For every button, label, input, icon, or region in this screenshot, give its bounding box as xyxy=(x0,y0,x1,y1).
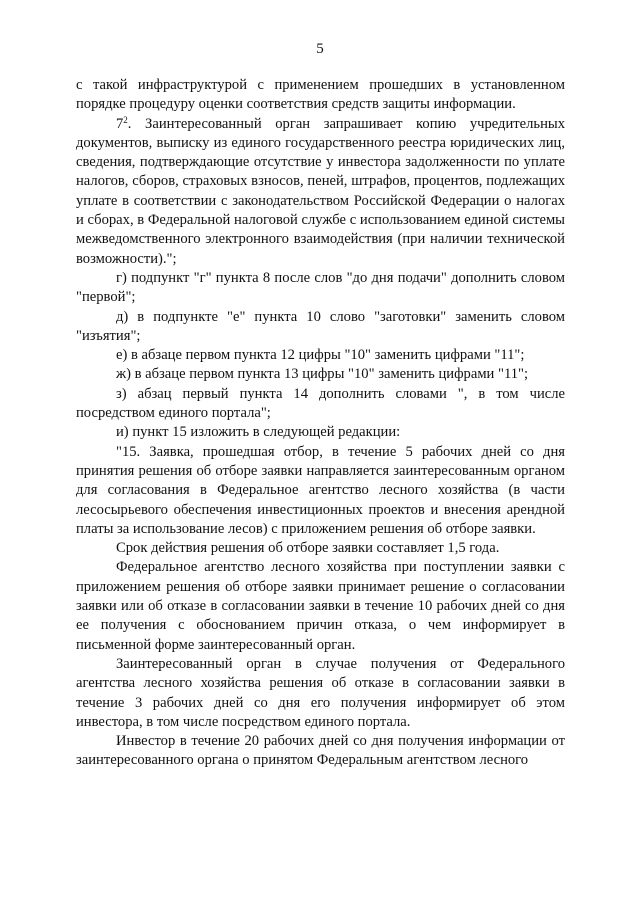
paragraph: "15. Заявка, прошедшая отбор, в течение 5 рабочих дней со дня принятия решения об отборе заявки направляется заинтересованным органом для согласования в Федеральное агентство лесного хозяйства (в части лесосырьевого обеспечения инвестиционных проектов и внесения арендной платы за использование лесов) с приложением решения об отборе заявки. xyxy=(76,443,565,537)
paragraph: д) в подпункте "е" пункта 10 слово "заготовки" заменить словом "изъятия"; xyxy=(76,308,565,344)
paragraph: Срок действия решения об отборе заявки составляет 1,5 года. xyxy=(116,540,500,557)
paragraph: с такой инфраструктурой с применением прошедших в установленном порядке процедуру оценки соответствия средств защиты информации. xyxy=(76,77,565,113)
paragraph: г) подпункт "г" пункта 8 после слов "до дня подачи" дополнить словом "первой"; xyxy=(76,269,565,306)
document-body xyxy=(76,76,565,771)
paragraph-text: . Заинтересованный орган запрашивает копию учредительных документов, выписку из единого государственного реестра юридических лиц, сведения, подтверждающие отсутствие у инвестора задолженности по уплате налогов, сборов, страховых взносов, пеней, штрафов, процентов, подлежащих уплате в соответствии с законодательством Российской Федерации о налогах и сборах, в Федеральной налоговой службе с использованием единой системы межведомственного электронного взаимодействия (при наличии технической возможности)."; xyxy=(76,115,565,267)
paragraph: ж) в абзаце первом пункта 13 цифры "10" заменить цифрами "11"; xyxy=(116,366,529,383)
paragraph: Федеральное агентство лесного хозяйства при поступлении заявки с приложением решения об отборе заявки принимает решение о согласовании заявки или об отказе в согласовании заявки в течение 10 рабочих дней со дня ее получения с обоснованием причин отказа, о чем информирует в письменной форме заинтересованный орган. xyxy=(76,559,565,653)
paragraph: е) в абзаце первом пункта 12 цифры "10" заменить цифрами "11"; xyxy=(116,347,525,364)
paragraph: и) пункт 15 изложить в следующей редакции: xyxy=(116,424,401,441)
paragraph: Заинтересованный орган в случае получения от Федерального агентства лесного хозяйства решения об отказе в согласовании заявки в течение 3 рабочих дней со дня его получения информирует об этом инвестора, в том числе посредством единого портала. xyxy=(76,655,565,730)
page-number: 5 xyxy=(316,41,324,57)
clause-superscript: 2 xyxy=(123,114,128,125)
paragraph xyxy=(76,115,565,269)
paragraph: Инвестор в течение 20 рабочих дней со дня получения информации от заинтересованного органа о принятом Федеральным агентством лесного xyxy=(76,733,565,769)
clause-number: 7 xyxy=(116,115,124,132)
paragraph: з) абзац первый пункта 14 дополнить словами ", в том числе посредством единого портала"; xyxy=(76,385,565,422)
